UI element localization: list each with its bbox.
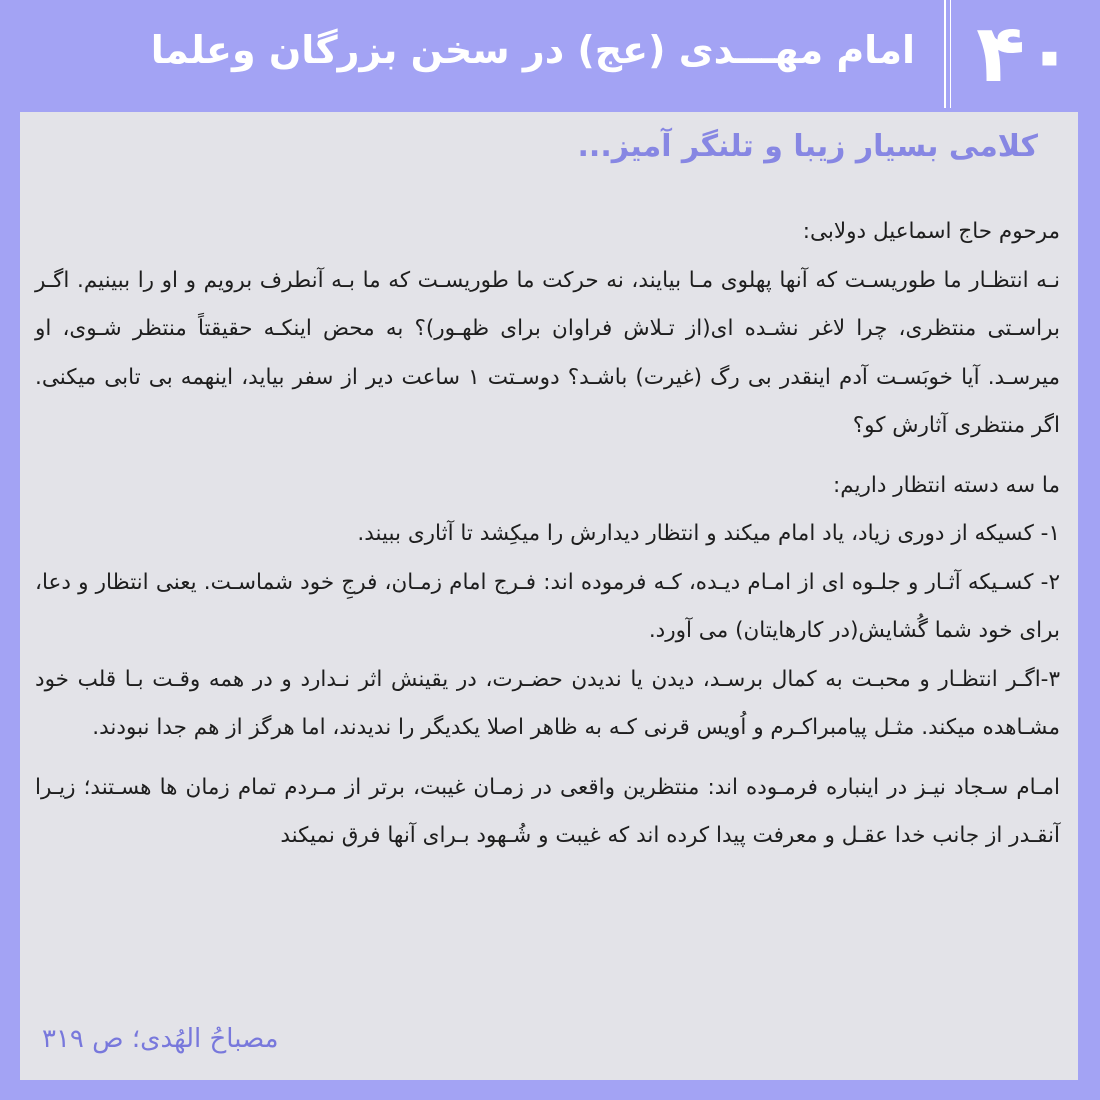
list-item-1: ۱- کسیکه از دوری زیاد، یاد امام میکند و انتظار دیدارش را میکِشد تا آثاری ببیند.: [357, 521, 1060, 546]
section-title: کلامی بسیار زیبا و تلنگر آمیز...: [577, 129, 1038, 164]
list-item-2: ۲- کسـیکه آثـار و جلـوه ای از امـام دیـده، کـه فرموده اند: فـرج امام زمـان، فرجِ خود شماسـت. یعنی انتظار و دعا، برای خود شما گُشایش(در کارهایتان) می آورد.: [35, 569, 1060, 643]
source-reference: مصباحُ الهُدی؛ ص ۳۱۹: [42, 1024, 279, 1054]
issue-number-box: [950, 0, 1100, 108]
paragraph-list-intro: ما سه دسته انتظار داریم:: [832, 472, 1060, 498]
header-title: امام مهـــدی (عج) در سخن بزرگان وعلما: [150, 28, 915, 72]
paragraph-speaker: مرحوم حاج اسماعیل دولابی:: [802, 219, 1060, 244]
body-text: [35, 208, 1060, 861]
content-panel: [20, 112, 1078, 1080]
issue-number: ۴۰: [976, 7, 1074, 100]
paragraph-imam-sajjad: امـام سـجاد نیـز در اینباره فرمـوده اند: منتظرین واقعی در زمـان غیبت، برتر از مـردم تمام زمان ها هسـتند؛ زیـرا آنقـدر از جانب خدا عقـل و معرفت پیدا کرده اند که غیبت و شُـهود بـرای آنها فرق نمیکند: [35, 774, 1060, 848]
paragraph-quote: نـه انتظـار ما طوریسـت که آنها پهلوی مـا بیایند، نه حرکت ما طوریسـت که ما بـه آنطرف برویم و او را ببینیم. اگـر براسـتی منتظری، چرا لاغر نشـده ای(از تـلاش فراوان برای ظهـور)؟ به محض اینکـه حقیقتاً منتظر شـوی، او میرسـد. آیا خوبَسـت آدم اینقدر بی رگ (غیرت) باشـد؟ دوسـتت ۱ ساعت دیر از سفر بیاید، اینهمه بی تابی میکنی. اگر منتظری آثارش کو؟: [35, 267, 1060, 438]
header: [0, 0, 1100, 110]
header-divider: [944, 0, 946, 108]
list-item-3: ۳-اگـر انتظـار و محبـت به کمال برسـد، دیدن یا ندیدن حضـرت، در یقینش اثر نـدارد و در همه وقـت بـا قلب خود مشـاهده میکند. مثـل پیامبراکـرم و اُویس قرنی کـه به ظاهر اصلا یکدیگر را ندیدند، اما هرگز از هم جدا نبودند.: [35, 666, 1060, 740]
header-divider-thin: [950, 0, 951, 108]
